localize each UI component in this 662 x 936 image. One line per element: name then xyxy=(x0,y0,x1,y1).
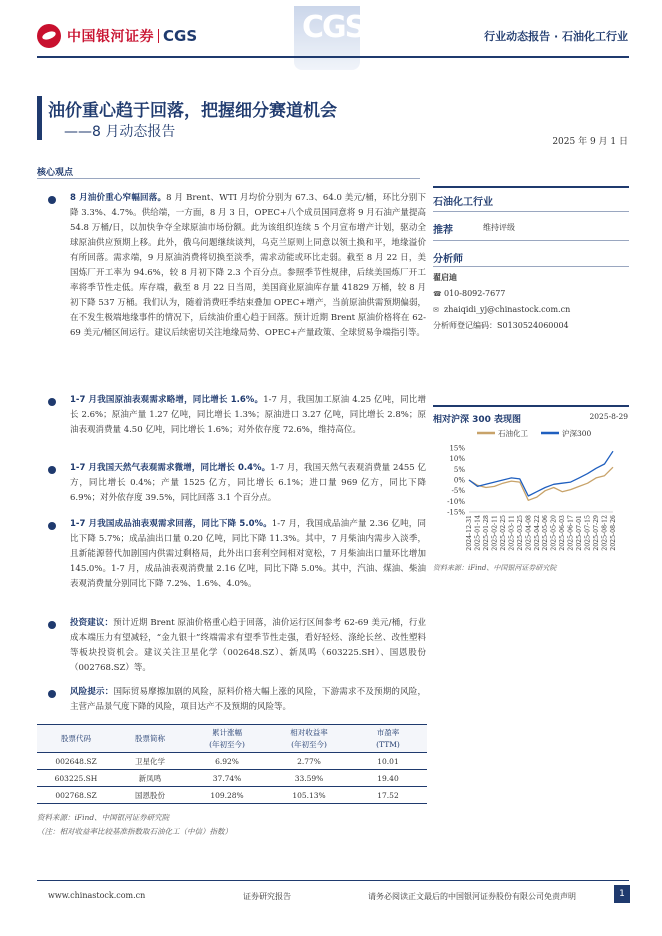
analyst-email[interactable]: ✉ zhaiqidi_yj@chinastock.com.cn xyxy=(433,305,571,314)
x-tick-label: 2025-08-12 xyxy=(601,515,609,551)
table-row xyxy=(37,770,427,787)
bullet-icon xyxy=(48,522,56,530)
bullet-icon xyxy=(48,196,56,204)
point-body: 1-7 月，我国加工原油 4.25 亿吨，同比增长 2.6%；原油产量 1.27 亿吨，同比增长 1.3%；原油进口 3.27 亿吨，同比增长 2.8%；原油表观消费量 4.50 亿吨，同比增长 1.6%；对外依存度 72.6%，维持高位。 xyxy=(70,395,426,435)
logo-text-cn: 中国银河证券 xyxy=(67,29,154,45)
title-accent-bar xyxy=(37,96,42,140)
report-category: 行业动态报告 · 石油化工行业 xyxy=(484,30,628,43)
email-icon: ✉ xyxy=(433,306,439,314)
table-row xyxy=(37,787,427,804)
rating-label: 推荐 xyxy=(433,225,453,236)
table-cell: 19.40 xyxy=(349,770,427,787)
point-body: 1-7 月，我国成品油产量 2.36 亿吨，同比下降 5.7%；成品油出口量 0.20 亿吨，同比下降 11.3%。其中，7 月柴油内需步入淡季，且新能源替代加剧国内供需过剩格局，此外出口套利空间相对宽松，7 月柴油出口量环比增加 145.0%。1-7 月，成品油表观消费量 2.16 亿吨，同比下降 5.0%。其中，汽油、煤油、柴油表观消费量分别同比下降 7.2%、1.6%、4.0%。 xyxy=(70,519,426,589)
phone-icon: ☎ xyxy=(433,290,442,298)
sidebar-divider xyxy=(433,186,629,188)
bullet-icon xyxy=(48,466,56,474)
x-tick-label: 2025-04-08 xyxy=(525,515,533,551)
table-cell: 17.52 xyxy=(349,787,427,804)
report-title: 油价重心趋于回落，把握细分赛道机会 xyxy=(48,101,337,121)
x-tick-label: 2025-07-29 xyxy=(593,515,601,551)
legend-label: 石油化工 xyxy=(498,429,528,438)
bullet-icon xyxy=(48,621,56,629)
footer-divider xyxy=(37,880,629,881)
table-source: 资料来源：iFind、中国银河证券研究院 xyxy=(37,813,170,822)
point-body: 国际贸易摩擦加剧的风险，原料价格大幅上涨的风险，下游需求不及预期的风险，主营产品景气度下降的风险，项目达产不及预期的风险等。 xyxy=(70,687,426,712)
footer-disclaimer: 请务必阅读正文最后的中国银河证券股份有限公司免责声明 xyxy=(368,892,576,901)
footer-website[interactable]: www.chinastock.com.cn xyxy=(48,891,146,900)
x-tick-label: 2025-01-14 xyxy=(474,515,482,551)
y-tick-label: 0% xyxy=(453,476,465,485)
analyst-license: 分析师登记编码：S0130524060004 xyxy=(433,321,569,330)
sidebar-divider xyxy=(433,240,629,241)
relative-performance-chart xyxy=(433,424,629,560)
table-cell: 37.74% xyxy=(185,770,269,787)
page-number: 1 xyxy=(614,885,630,903)
x-tick-label: 2025-07-15 xyxy=(584,515,592,551)
footer-report-type: 证券研究报告 xyxy=(243,892,291,901)
report-subtitle: ——8 月动态报告 xyxy=(64,124,176,140)
report-date: 2025 年 9 月 1 日 xyxy=(552,137,628,147)
sidebar-divider xyxy=(433,211,629,212)
point-body: 8 月 Brent、WTI 月均价分别为 67.3、64.0 美元/桶，环比分别下降 3.3%、4.7%。供给端，一方面，8 月 3 日，OPEC+八个成员国同意将 9 月石油产量提高 54.8 万桶/日，以加快争夺全球原油市场份额。此为该组织连续 5 个月宣布增产计划，驱动全球原油供应预期上移。此外，俄乌问题继续谈判，乌克兰原则上同意以领土换和平，地缘溢价有所回落。需求端，9 月原油消费将切换至淡季，需求动能或环比走弱。截至 8 月 22 日，美国炼厂开工率为 94.6%，较 8 月初下降 2.3 个百分点。参照季节性规律，后续美国炼厂开工率将季节性走低。库存端，截至 8 月 22 日当周，美国商业原油库存量 41829 万桶，较 8 月初下降 537 万桶。我们认为，随着消费旺季结束叠加 OPEC+增产，当前原油供需预期偏弱，在不发生极端地缘事件的情况下，后续油价重心趋于回落。预计近期 Brent 原油价格将在 62-69 美元/桶区间运行。建议后续密切关注地缘局势、OPEC+产量政策、全球贸易争端指引等。 xyxy=(70,193,426,338)
point-body: 预计近期 Brent 原油价格重心趋于回落，油价运行区间参考 62-69 美元/桶，行业成本端压力有望减轻，“金九银十”终端需求有望季节性走强，看好轻烃、涤纶长丝、改性塑料等板块投资机会。建议关注卫星化学（002648.SZ）、新凤鸣（603225.SH）、国恩股份（002768.SZ）等。 xyxy=(70,618,426,673)
y-tick-label: -15% xyxy=(447,508,465,517)
table-cell: 603225.SH xyxy=(37,770,115,787)
table-header: 市盈率 (TTM) xyxy=(349,725,427,753)
x-tick-label: 2024-12-31 xyxy=(466,515,473,551)
point-lead: 投资建议： xyxy=(70,618,114,628)
x-tick-label: 2025-02-25 xyxy=(499,515,507,551)
x-tick-label: 2025-05-06 xyxy=(542,515,550,551)
stock-table xyxy=(37,724,427,804)
x-tick-label: 2025-06-03 xyxy=(559,515,567,551)
rating-value: 维持评级 xyxy=(483,223,515,232)
chart-top-divider xyxy=(433,405,629,407)
y-tick-label: 15% xyxy=(449,444,465,453)
y-tick-label: 10% xyxy=(449,455,465,464)
chart-title: 相对沪深 300 表现图 xyxy=(433,415,522,425)
logo-watermark-icon: CGS xyxy=(294,6,360,70)
bullet-icon xyxy=(48,690,56,698)
analyst-label: 分析师 xyxy=(433,254,463,265)
table-header: 累计涨幅 (年初至今) xyxy=(185,725,269,753)
logo-icon xyxy=(37,24,61,48)
header-divider xyxy=(37,56,629,58)
table-cell: 10.01 xyxy=(377,756,399,766)
point-body: 1-7 月，我国天然气表观消费量 2455 亿方，同比增长 0.4%；产量 1525 亿方，同比增长 6.1%；进口量 969 亿方，同比下降 6.9%；对外依存度 39.5%，同比回落 3.1 个百分点。 xyxy=(70,463,426,503)
x-tick-label: 2025-06-17 xyxy=(567,515,575,551)
sidebar-industry: 石油化工行业 xyxy=(433,197,493,208)
x-tick-label: 2025-07-01 xyxy=(576,515,584,551)
chart-source: 资料来源：iFind、中国银河证券研究院 xyxy=(433,564,557,572)
point-oil-price xyxy=(70,191,426,341)
legend-label: 沪深300 xyxy=(562,429,592,438)
logo-divider xyxy=(158,29,159,43)
section-label-core-view: 核心观点 xyxy=(37,168,74,178)
analyst-name: 翟启迪 xyxy=(433,272,457,282)
table-cell: 卫星化学 xyxy=(135,756,165,766)
point-lead: 8 月油价重心窄幅回落。 xyxy=(70,193,167,203)
table-header: 股票简称 xyxy=(115,725,185,753)
point-refined-oil xyxy=(70,517,426,592)
series-line xyxy=(469,451,613,496)
table-cell: 33.59% xyxy=(269,770,349,787)
point-lead: 1-7 月我国成品油表观需求回落，同比下降 5.0%。 xyxy=(70,519,272,529)
table-cell: 新凤鸣 xyxy=(115,770,185,787)
table-header: 相对收益率 (年初至今) xyxy=(269,725,349,753)
point-gas-demand xyxy=(70,461,426,506)
point-lead: 风险提示： xyxy=(70,687,114,697)
y-tick-label: 5% xyxy=(453,465,465,474)
table-cell: 002768.SZ xyxy=(37,787,115,804)
table-cell: 109.28% xyxy=(185,787,269,804)
sidebar-divider xyxy=(433,266,629,267)
table-header: 股票代码 xyxy=(37,725,115,753)
table-cell: 105.13% xyxy=(269,787,349,804)
x-tick-label: 2025-01-28 xyxy=(482,515,490,551)
point-crude-demand xyxy=(70,393,426,438)
table-cell: 2.77% xyxy=(297,756,321,766)
x-tick-label: 2025-08-26 xyxy=(610,515,617,551)
point-investment xyxy=(70,616,426,676)
analyst-phone: ☎ 010-8092-7677 xyxy=(433,289,506,298)
logo-text-en: CGS xyxy=(163,27,198,45)
x-tick-label: 2025-04-22 xyxy=(533,515,541,551)
table-cell: 国恩股份 xyxy=(115,787,185,804)
table-footnote: （注：相对收益率比较基准指数取石油化工（中信）指数） xyxy=(37,827,232,836)
x-tick-label: 2025-05-20 xyxy=(550,515,558,551)
point-risk xyxy=(70,685,426,715)
point-lead: 1-7 月我国原油表观需求略增，同比增长 1.6%。 xyxy=(70,395,264,405)
chart-date: 2025-8-29 xyxy=(589,412,628,421)
point-lead: 1-7 月我国天然气表观需求微增，同比增长 0.4%。 xyxy=(70,463,271,473)
section-divider xyxy=(37,178,420,179)
table-cell: 6.92% xyxy=(215,756,239,766)
table-row xyxy=(37,753,427,770)
bullet-icon xyxy=(48,398,56,406)
x-tick-label: 2025-03-11 xyxy=(508,515,516,551)
table-cell: 002648.SZ xyxy=(55,756,97,766)
y-tick-label: -10% xyxy=(447,497,465,506)
y-tick-label: -5% xyxy=(451,487,465,496)
company-logo xyxy=(37,24,197,48)
report-header xyxy=(0,0,662,74)
x-tick-label: 2025-02-11 xyxy=(491,515,499,551)
x-tick-label: 2025-03-25 xyxy=(516,515,524,551)
